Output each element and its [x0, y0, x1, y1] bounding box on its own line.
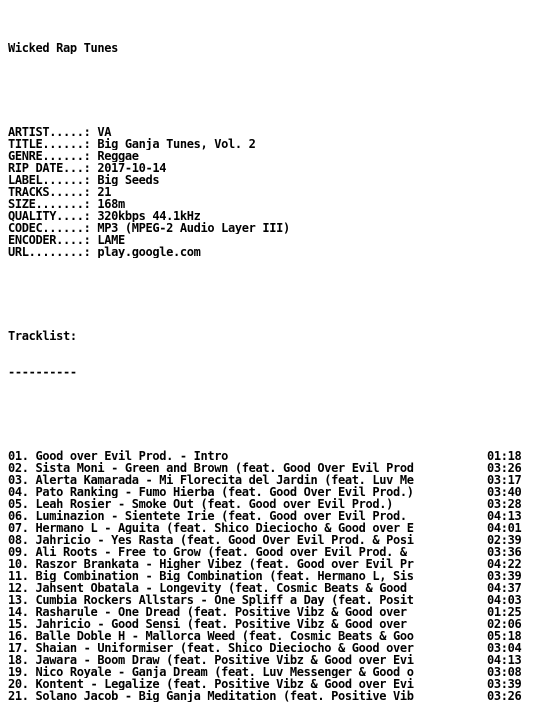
track-row	[8, 486, 528, 498]
track-entry	[8, 534, 486, 546]
track-entry	[8, 510, 486, 522]
track-duration: 03:40	[487, 486, 522, 498]
info-label: TITLE......:	[8, 138, 91, 150]
track-entry	[8, 546, 486, 558]
track-number: 02.	[8, 462, 29, 474]
track-number: 06.	[8, 510, 29, 522]
track-number: 13.	[8, 594, 29, 606]
info-row	[8, 162, 528, 174]
info-label: URL........:	[8, 246, 91, 258]
track-entry	[8, 678, 486, 690]
track-row	[8, 534, 528, 546]
info-label: TRACKS.....:	[8, 186, 91, 198]
track-number: 12.	[8, 582, 29, 594]
track-title: Shaian - Uniformiser (feat. Shico Dieciocho & Good over	[35, 642, 414, 654]
track-duration: 03:28	[487, 498, 522, 510]
track-entry	[8, 690, 486, 702]
blank-line	[8, 294, 528, 306]
info-row	[8, 246, 528, 258]
track-entry	[8, 474, 486, 486]
track-row	[8, 582, 528, 594]
track-entry	[8, 558, 486, 570]
track-number: 10.	[8, 558, 29, 570]
track-row	[8, 642, 528, 654]
track-number: 03.	[8, 474, 29, 486]
info-label: GENRE......:	[8, 150, 91, 162]
track-row	[8, 498, 528, 510]
track-duration: 02:39	[487, 534, 522, 546]
track-title: Leah Rosier - Smoke Out (feat. Good over Evil Prod.)	[35, 498, 393, 510]
track-row	[8, 510, 528, 522]
track-row	[8, 474, 528, 486]
blank-line	[8, 78, 528, 90]
track-number: 07.	[8, 522, 29, 534]
track-title: Sista Moni - Green and Brown (feat. Good Over Evil Prod	[35, 462, 414, 474]
track-row	[8, 630, 528, 642]
track-number: 19.	[8, 666, 29, 678]
track-row	[8, 558, 528, 570]
track-entry	[8, 630, 486, 642]
track-duration: 03:08	[487, 666, 522, 678]
track-duration: 04:13	[487, 654, 522, 666]
info-row	[8, 174, 528, 186]
track-entry	[8, 570, 486, 582]
info-value: 168m	[97, 198, 125, 210]
track-duration: 04:37	[487, 582, 522, 594]
track-duration: 03:36	[487, 546, 522, 558]
track-duration: 01:18	[487, 450, 522, 462]
track-number: 14.	[8, 606, 29, 618]
track-row	[8, 678, 528, 690]
info-value: MP3 (MPEG-2 Audio Layer III)	[97, 222, 290, 234]
info-row	[8, 126, 528, 138]
track-number: 11.	[8, 570, 29, 582]
info-label: ENCODER....:	[8, 234, 91, 246]
track-number: 01.	[8, 450, 29, 462]
nfo-document	[8, 18, 528, 714]
track-duration: 03:26	[487, 462, 522, 474]
track-title: Jahricio - Good Sensi (feat. Positive Vibz & Good over	[35, 618, 407, 630]
track-duration: 03:17	[487, 474, 522, 486]
tracklist-heading: Tracklist:	[8, 330, 77, 342]
track-number: 15.	[8, 618, 29, 630]
track-number: 04.	[8, 486, 29, 498]
document-title: Wicked Rap Tunes	[8, 42, 118, 54]
release-info	[8, 126, 528, 258]
track-row	[8, 618, 528, 630]
track-entry	[8, 642, 486, 654]
track-entry	[8, 486, 486, 498]
track-number: 20.	[8, 678, 29, 690]
track-entry	[8, 522, 486, 534]
info-value: Big Ganja Tunes, Vol. 2	[97, 138, 256, 150]
info-row	[8, 198, 528, 210]
track-row	[8, 594, 528, 606]
track-duration: 04:03	[487, 594, 522, 606]
track-entry	[8, 594, 486, 606]
track-number: 08.	[8, 534, 29, 546]
track-title: Hermano L - Aguita (feat. Shico Dieciocho & Good over E	[35, 522, 414, 534]
track-row	[8, 462, 528, 474]
info-value: Reggae	[97, 150, 139, 162]
track-row	[8, 690, 528, 702]
track-title: Raszor Brankata - Higher Vibez (feat. Good over Evil Pr	[35, 558, 414, 570]
info-value: Big Seeds	[97, 174, 160, 186]
track-duration: 04:13	[487, 510, 522, 522]
tracklist-underline: ----------	[8, 366, 77, 378]
info-row	[8, 186, 528, 198]
info-value: play.google.com	[97, 246, 201, 258]
track-number: 16.	[8, 630, 29, 642]
info-row	[8, 234, 528, 246]
info-label: RIP DATE...:	[8, 162, 91, 174]
track-row	[8, 522, 528, 534]
track-title: Balle Doble H - Mallorca Weed (feat. Cosmic Beats & Goo	[35, 630, 414, 642]
track-title: Cumbia Rockers Allstars - One Spliff a Day (feat. Posit	[35, 594, 414, 606]
track-row	[8, 606, 528, 618]
track-title: Kontent - Legalize (feat. Positive Vibz & Good over Evi	[35, 678, 414, 690]
info-value: 2017-10-14	[97, 162, 167, 174]
track-entry	[8, 582, 486, 594]
info-label: SIZE.......:	[8, 198, 91, 210]
blank-line	[8, 402, 528, 414]
info-value: VA	[97, 126, 112, 138]
track-entry	[8, 450, 486, 462]
track-entry	[8, 666, 486, 678]
track-number: 18.	[8, 654, 29, 666]
track-duration: 03:39	[487, 570, 522, 582]
track-row	[8, 546, 528, 558]
track-entry	[8, 498, 486, 510]
info-label: QUALITY....:	[8, 210, 91, 222]
track-title: Luminazion - Sientete Irie (feat. Good over Evil Prod.	[35, 510, 407, 522]
track-row	[8, 666, 528, 678]
info-row	[8, 222, 528, 234]
info-label: LABEL......:	[8, 174, 91, 186]
track-title: Big Combination - Big Combination (feat. Hermano L, Sis	[35, 570, 414, 582]
info-value: LAME	[97, 234, 125, 246]
track-title: Rasharule - One Dread (feat. Positive Vibz & Good over	[35, 606, 407, 618]
track-number: 09.	[8, 546, 29, 558]
track-row	[8, 570, 528, 582]
track-duration: 05:18	[487, 630, 522, 642]
info-label: CODEC......:	[8, 222, 91, 234]
track-entry	[8, 462, 486, 474]
track-entry	[8, 654, 486, 666]
track-title: Jawara - Boom Draw (feat. Positive Vibz & Good over Evi	[35, 654, 414, 666]
track-number: 21.	[8, 690, 29, 702]
info-label: ARTIST.....:	[8, 126, 91, 138]
track-duration: 01:25	[487, 606, 522, 618]
track-title: Nico Royale - Ganja Dream (feat. Luv Messenger & Good o	[35, 666, 414, 678]
info-value: 21	[97, 186, 112, 198]
track-duration: 02:06	[487, 618, 522, 630]
track-number: 17.	[8, 642, 29, 654]
track-duration: 04:01	[487, 522, 522, 534]
track-title: Alerta Kamarada - Mi Florecita del Jardin (feat. Luv Me	[35, 474, 414, 486]
info-row	[8, 150, 528, 162]
track-duration: 04:22	[487, 558, 522, 570]
track-number: 05.	[8, 498, 29, 510]
track-title: Ali Roots - Free to Grow (feat. Good over Evil Prod. &	[35, 546, 407, 558]
track-entry	[8, 618, 486, 630]
info-value: 320kbps 44.1kHz	[97, 210, 201, 222]
track-list	[8, 450, 528, 702]
track-row	[8, 450, 528, 462]
info-row	[8, 210, 528, 222]
track-title: Solano Jacob - Big Ganja Meditation (feat. Positive Vib	[35, 690, 414, 702]
info-row	[8, 138, 528, 150]
track-duration: 03:39	[487, 678, 522, 690]
track-title: Jahsent Obatala - Longevity (feat. Cosmic Beats & Good	[35, 582, 407, 594]
track-duration: 03:04	[487, 642, 522, 654]
track-duration: 03:26	[487, 690, 522, 702]
track-entry	[8, 606, 486, 618]
track-title: Pato Ranking - Fumo Hierba (feat. Good Over Evil Prod.)	[35, 486, 414, 498]
track-title: Jahricio - Yes Rasta (feat. Good Over Evil Prod. & Posi	[35, 534, 414, 546]
track-row	[8, 654, 528, 666]
track-title: Good over Evil Prod. - Intro	[35, 450, 228, 462]
